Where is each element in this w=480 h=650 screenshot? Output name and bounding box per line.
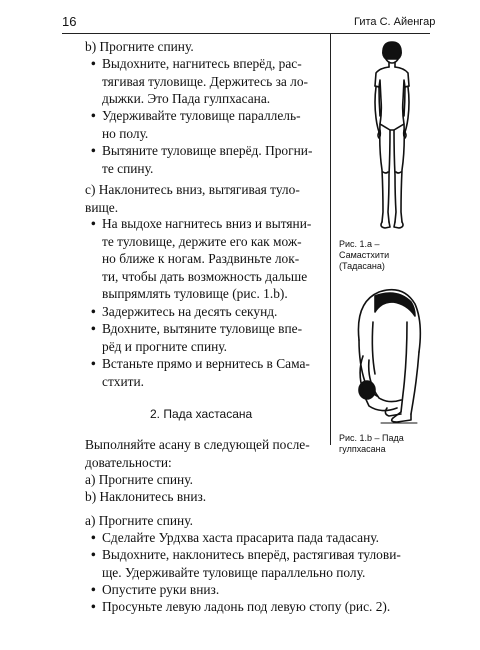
intro-line: довательности: bbox=[85, 454, 172, 470]
intro-line: Выполняйте асану в следующей после- bbox=[85, 437, 310, 452]
section-intro bbox=[85, 436, 325, 471]
figure-samasthiti-illustration bbox=[352, 40, 432, 235]
bullet-line: • Вдохните, вытяните туловище впе- bbox=[102, 321, 303, 336]
sub-heading: a) Прогните спину. bbox=[85, 513, 193, 528]
step-b-heading: b) Прогните спину. bbox=[85, 39, 194, 54]
sequence-item: a) Прогните спину. bbox=[85, 472, 193, 487]
bullet-line: ти, чтобы дать возможность дальше bbox=[102, 268, 308, 284]
bullet-line: • Просуньте левую ладонь под левую стопу (рис. 2). bbox=[102, 599, 391, 614]
header-rule bbox=[62, 33, 430, 34]
bullet-line: • Сделайте Урдхва хаста прасарита пада тадасану. bbox=[102, 530, 379, 545]
figure-padagulphasana-illustration bbox=[345, 282, 425, 427]
step-b-bullet bbox=[102, 55, 328, 108]
page-number: 16 bbox=[62, 14, 77, 29]
step-c-bullet bbox=[102, 215, 328, 303]
heading-line: вище. bbox=[85, 199, 119, 215]
caption-line: Рис. 1.b – Пада bbox=[339, 433, 404, 443]
bullet-line: но полу. bbox=[102, 125, 149, 141]
bullet-line: • На выдохе нагнитесь вниз и вытяни- bbox=[102, 216, 312, 231]
bullet-line: • Удерживайте туловище параллель- bbox=[102, 108, 301, 123]
bullet-line: те туловище, держите его как мож- bbox=[102, 233, 302, 249]
bullet-line: • Вытяните туловище вперёд. Прогни- bbox=[102, 143, 313, 158]
running-title: Гита С. Айенгар bbox=[354, 16, 436, 28]
section2-bullet bbox=[102, 598, 432, 616]
bullet-line: те спину. bbox=[102, 160, 154, 176]
bullet-line: • Выдохните, нагнитесь вперёд, рас- bbox=[102, 56, 302, 71]
step-c-heading bbox=[85, 181, 325, 216]
bullet-line: ще. Удерживайте туловище параллельно полу. bbox=[102, 564, 366, 580]
bullet-line: • Выдохните, наклонитесь вперёд, растягивая тулови- bbox=[102, 547, 401, 562]
step-c-bullet bbox=[102, 355, 328, 390]
section2-bullet bbox=[102, 581, 432, 599]
step-c-bullet bbox=[102, 303, 328, 321]
figure-1b-caption bbox=[339, 433, 404, 455]
step-c-bullet bbox=[102, 320, 328, 355]
bullet-line: стхити. bbox=[102, 373, 145, 389]
sequence-item: b) Наклонитесь вниз. bbox=[85, 489, 207, 504]
bullet-line: тягивая туловище. Держитесь за ло- bbox=[102, 73, 308, 89]
column-divider bbox=[330, 33, 331, 445]
section2-bullet bbox=[102, 546, 432, 581]
caption-line: Самастхити bbox=[339, 250, 390, 260]
step-b-bullet bbox=[102, 107, 328, 142]
bullet-line: но ближе к ногам. Раздвиньте лок- bbox=[102, 251, 300, 266]
figure-1a-caption bbox=[339, 239, 389, 272]
bullet-line: выпрямлять туловище (рис. 1.b). bbox=[102, 286, 288, 301]
section-title: 2. Пада хастасана bbox=[150, 407, 253, 421]
caption-line: гулпхасана bbox=[339, 444, 386, 454]
bullet-line: • Задержитесь на десять секунд. bbox=[102, 304, 278, 319]
step-b-bullet bbox=[102, 142, 328, 177]
caption-line: Рис. 1.а – bbox=[339, 239, 380, 249]
bullet-line: • Встаньте прямо и вернитесь в Сама- bbox=[102, 356, 310, 371]
caption-line: (Тадасана) bbox=[339, 261, 385, 271]
section2-bullet bbox=[102, 529, 432, 547]
bullet-line: • Опустите руки вниз. bbox=[102, 582, 220, 597]
bullet-line: дыжки. Это Пада гулпхасана. bbox=[102, 91, 271, 106]
bullet-line: рёд и прогните спину. bbox=[102, 338, 227, 354]
heading-line: c) Наклонитесь вниз, вытягивая туло- bbox=[85, 182, 300, 197]
